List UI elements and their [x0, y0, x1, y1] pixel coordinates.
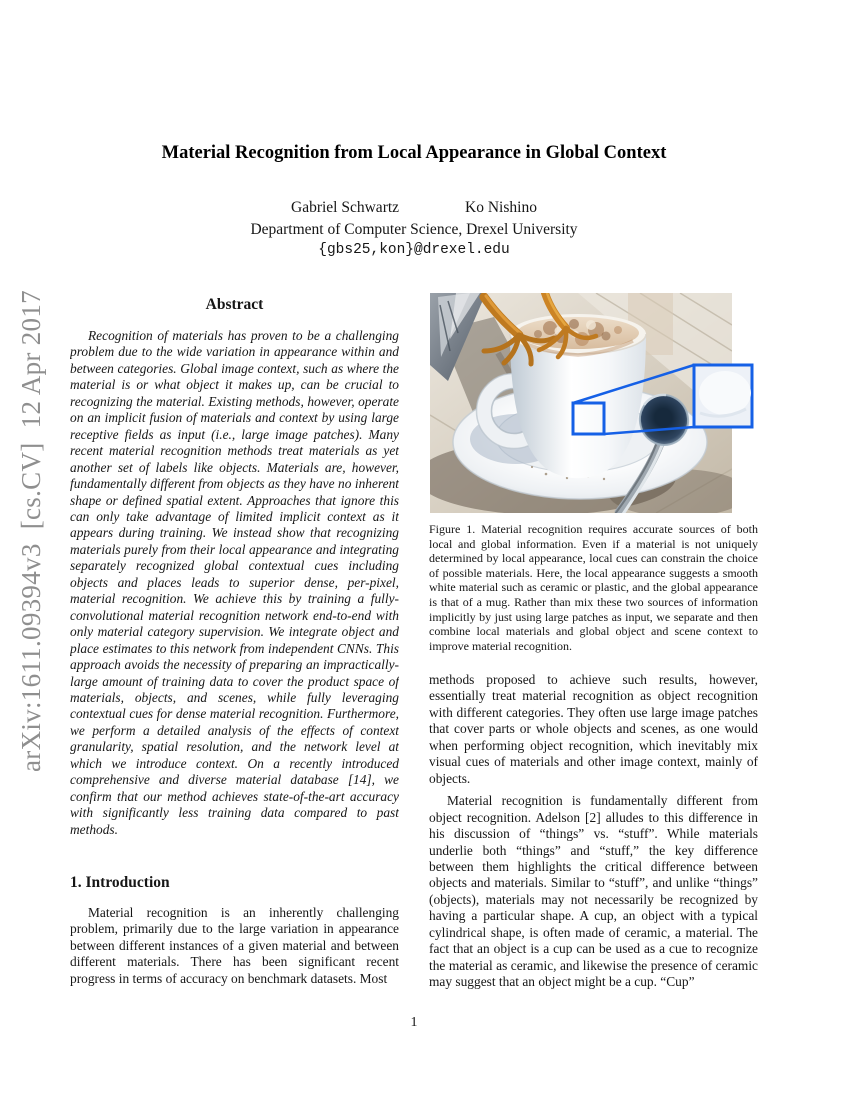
email-address: {gbs25,kon}@drexel.edu: [318, 242, 510, 258]
page-number: 1: [410, 1015, 418, 1030]
figure-1-image: [428, 293, 758, 513]
abstract-text: Recognition of materials has proven to be a challenging problem due to the wide variation in appearance within and between categories. Global image context, such as where the material is or what object it makes up, can be crucial to recognizing the material. Existing methods, however, operate on an implicit fusion of materials and context by using large receptive fields as input (i.e., large image patches). Many recent material recognition methods treat materials as yet another set of labels like objects. Materials are, however, fundamentally different from objects as they have no inherent shape or defined spatial extent. Approaches that ignore this can only take advantage of limited implicit context as it appears during training. We instead show that recognizing materials purely from their local appearance and integrating separately recognized global contextual cues including objects and places leads to superior dense, per-pixel, material recognition. We achieve this by training a fully-convolutional material recognition network end-to-end with only material category supervision. We integrate object and place estimates to this network from independent CNNs. This approach avoids the necessity of preparing an impractically-large amount of training data to cover the product space of materials, objects, and scenes, while fully leveraging contextual cues for dense material recognition. Furthermore, we perform a detailed analysis of the effects of context granularity, spatial resolution, and the network level at which we introduce context. On a recently introduced comprehensive and diverse material database [14], we confirm that our method achieves state-of-the-art accuracy with significantly less training data compared to past methods.: [70, 328, 399, 837]
author-row: [0, 199, 828, 217]
affiliation: Department of Computer Science, Drexel University: [250, 221, 578, 238]
figure-1-caption: Figure 1. Material recognition requires accurate sources of both local and global information. Even if a material is not uniquely determined by local appearance, local cues can constrain the choice of possible materials. Here, the local appearance suggests a smooth white material such as ceramic or plastic, and the global appearance is that of a mug. Rather than mix these two sources of information implicitly by just using large patches as input, we separate and then combine local materials and global object and scene context to improve material recognition.: [429, 522, 758, 653]
arxiv-stamp: arXiv:1611.09394v3 [cs.CV] 12 Apr 2017: [16, 290, 46, 772]
introduction-section: [70, 874, 399, 987]
author-name-1: Gabriel Schwartz: [291, 199, 400, 216]
right-column-body: [429, 672, 758, 991]
paper-title: Material Recognition from Local Appearance in Global Context: [161, 143, 667, 163]
body-paragraph-1: methods proposed to achieve such results, however, essentially treat material recognition as object recognition with different categories. They often use large image patches that cover parts or whole objects and scenes, as one would when performing object recognition, which inevitably mix visual cues of materials and other image context, mainly of objects.: [429, 672, 758, 786]
author-name-2: Ko Nishino: [465, 199, 537, 216]
body-paragraph-2: Material recognition is fundamentally different from object recognition. Adelson [2] alludes to this difference in his discussion of “things” vs. “stuff”. While materials underlie both “things” and “stuff,” the key difference between them highlights the critical difference between objects and materials. Similar to “stuff”, and unlike “things” (objects), materials may not necessarily be recognized by having a particular shape. A cup, an object with a typical cylindrical shape, is often made of ceramic, a material. The fact that an object is a cup can be used as a cue to recognize the material as ceramic, and likewise the presence of ceramic may suggest that an object might be a cup. “Cup”: [429, 793, 758, 990]
introduction-paragraph: Material recognition is an inherently challenging problem, primarily due to the large variation in appearance between different instances of a given material and between different materials. There has been significant recent progress in terms of accuracy on benchmark datasets. Most: [70, 905, 399, 986]
left-column: [70, 296, 399, 838]
abstract-heading: Abstract: [205, 296, 264, 313]
introduction-heading: 1. Introduction: [70, 874, 170, 891]
